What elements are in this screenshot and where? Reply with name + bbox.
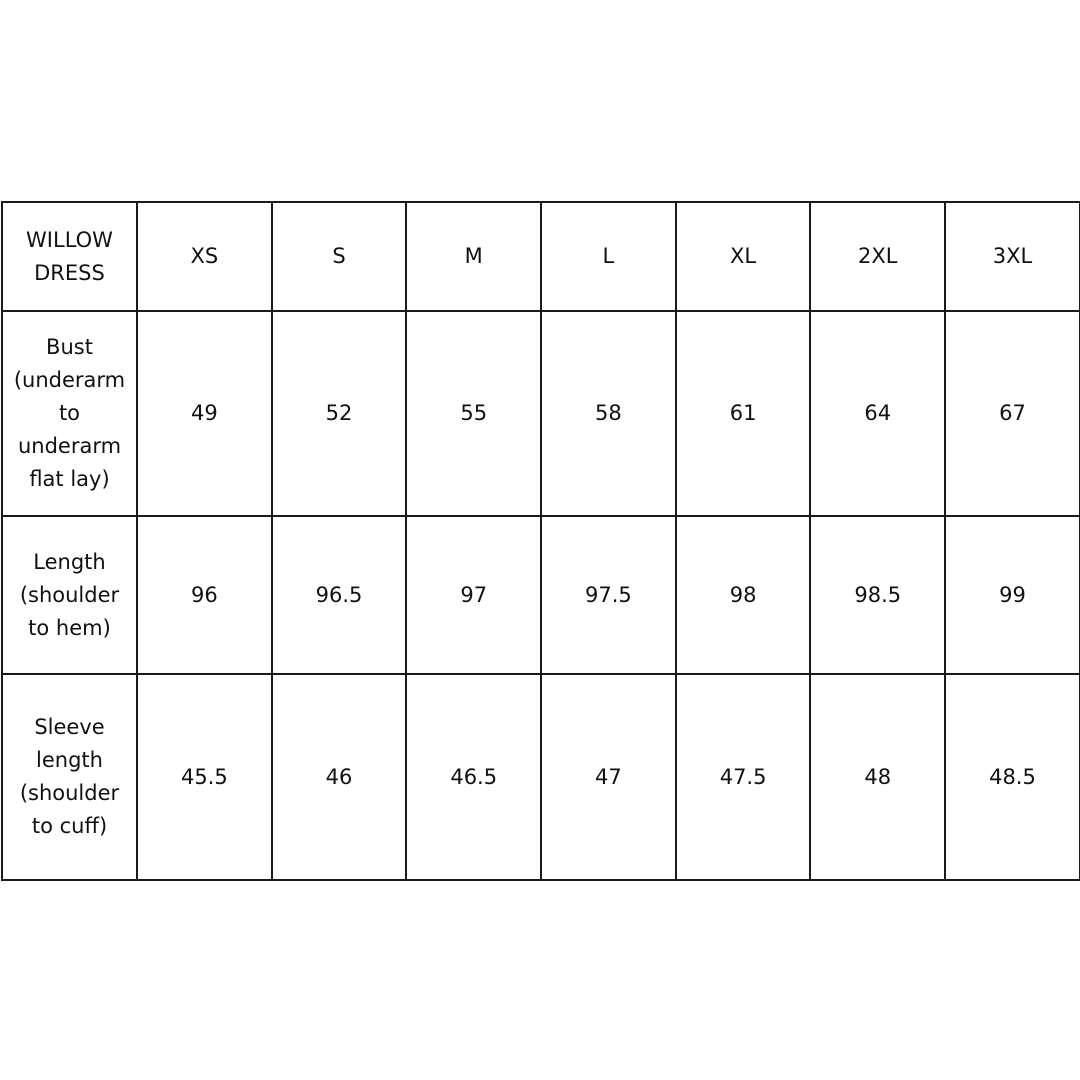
table-cell: 96 <box>137 516 272 674</box>
table-cell: 97 <box>406 516 541 674</box>
size-header-l: L <box>541 202 676 311</box>
table-cell: 48 <box>810 674 945 880</box>
table-cell: 97.5 <box>541 516 676 674</box>
size-header-xs: XS <box>137 202 272 311</box>
size-chart-table <box>1 201 1080 881</box>
size-header-xl: XL <box>676 202 811 311</box>
table-row-bust <box>2 311 1080 516</box>
table-cell: 98 <box>676 516 811 674</box>
table-cell: 46 <box>272 674 407 880</box>
row-label-sleeve-length: Sleeve length (shoulder to cuff) <box>2 674 137 880</box>
table-cell: 46.5 <box>406 674 541 880</box>
table-row-sleeve-length <box>2 674 1080 880</box>
size-header-s: S <box>272 202 407 311</box>
table-cell: 52 <box>272 311 407 516</box>
table-cell: 45.5 <box>137 674 272 880</box>
table-cell: 47.5 <box>676 674 811 880</box>
row-label-bust: Bust (underarm to underarm flat lay) <box>2 311 137 516</box>
table-cell: 67 <box>945 311 1080 516</box>
size-header-3xl: 3XL <box>945 202 1080 311</box>
table-cell: 49 <box>137 311 272 516</box>
size-header-2xl: 2XL <box>810 202 945 311</box>
table-cell: 48.5 <box>945 674 1080 880</box>
table-row-length <box>2 516 1080 674</box>
size-header-m: M <box>406 202 541 311</box>
corner-label: WILLOW DRESS <box>2 202 137 311</box>
table-cell: 96.5 <box>272 516 407 674</box>
row-label-length: Length (shoulder to hem) <box>2 516 137 674</box>
table-cell: 61 <box>676 311 811 516</box>
table-cell: 98.5 <box>810 516 945 674</box>
table-cell: 64 <box>810 311 945 516</box>
table-cell: 99 <box>945 516 1080 674</box>
table-cell: 47 <box>541 674 676 880</box>
header-row <box>2 202 1080 311</box>
table-cell: 55 <box>406 311 541 516</box>
table-cell: 58 <box>541 311 676 516</box>
